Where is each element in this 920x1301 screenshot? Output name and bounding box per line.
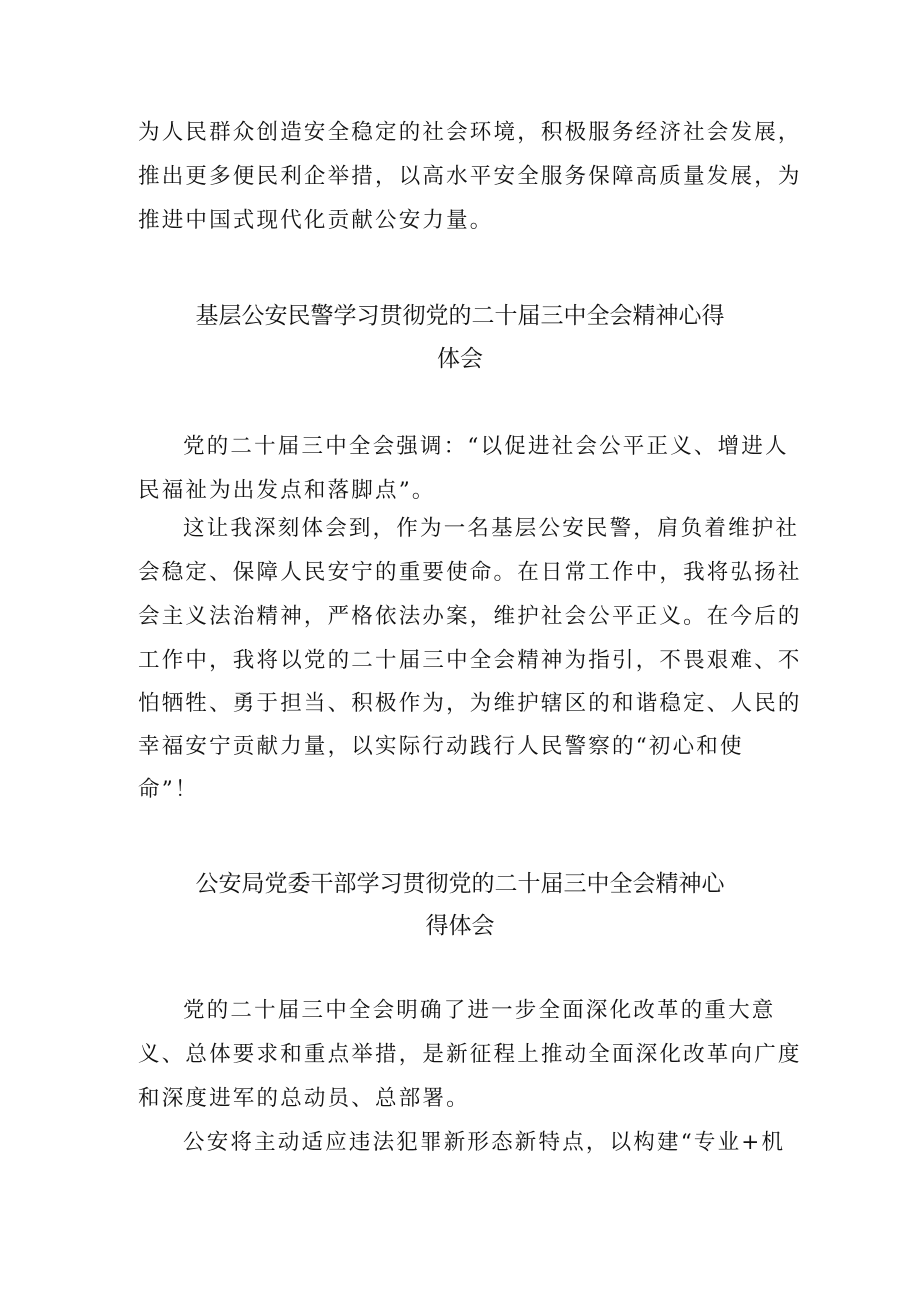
paragraph-line: 这让我深刻体会到，作为一名基层公安民警，肩负着维护社 xyxy=(183,516,800,541)
paragraph-line: 推出更多便民利企举措，以高水平安全服务保障高质量发展，为 xyxy=(138,164,802,189)
paragraph-line: 为人民群众创造安全稳定的社会环境，积极服务经济社会发展， xyxy=(138,120,802,145)
paragraph-line: 义、总体要求和重点举措，是新征程上推动全面深化改革向广度 xyxy=(138,1042,802,1067)
paragraph-line: 会主义法治精神，严格依法办案，维护社会公平正义。在今后的 xyxy=(138,604,802,629)
paragraph-line: 党的二十届三中全会明确了进一步全面深化改革的重大意 xyxy=(183,998,776,1023)
section-title: 得体会 xyxy=(425,913,495,939)
paragraph-line: 党的二十届三中全会强调：“以促进社会公平正义、增进人 xyxy=(183,434,789,459)
paragraph-line: 幸福安宁贡献力量，以实际行动践行人民警察的“初心和使 xyxy=(138,734,744,759)
paragraph-line: 和深度进军的总动员、总部署。 xyxy=(138,1086,470,1111)
section-title: 公安局党委干部学习贯彻党的二十届三中全会精神心 xyxy=(195,871,725,897)
paragraph-line: 会稳定、保障人民安宁的重要使命。在日常工作中，我将弘扬社 xyxy=(138,560,802,585)
section-title: 基层公安民警学习贯彻党的二十届三中全会精神心得 xyxy=(195,303,725,329)
paragraph-line: 工作中，我将以党的二十届三中全会精神为指引，不畏艰难、不 xyxy=(138,648,802,673)
paragraph-line: 公安将主动适应违法犯罪新形态新特点，以构建“专业+机 xyxy=(183,1130,786,1155)
paragraph-line: 怕牺牲、勇于担当、积极作为，为维护辖区的和谐稳定、人民的 xyxy=(138,691,802,716)
paragraph-line: 推进中国式现代化贡献公安力量。 xyxy=(138,208,494,233)
paragraph-line: 命”！ xyxy=(138,777,199,802)
paragraph-line: 民福祉为出发点和落脚点”。 xyxy=(138,478,436,503)
section-title: 体会 xyxy=(437,346,483,372)
